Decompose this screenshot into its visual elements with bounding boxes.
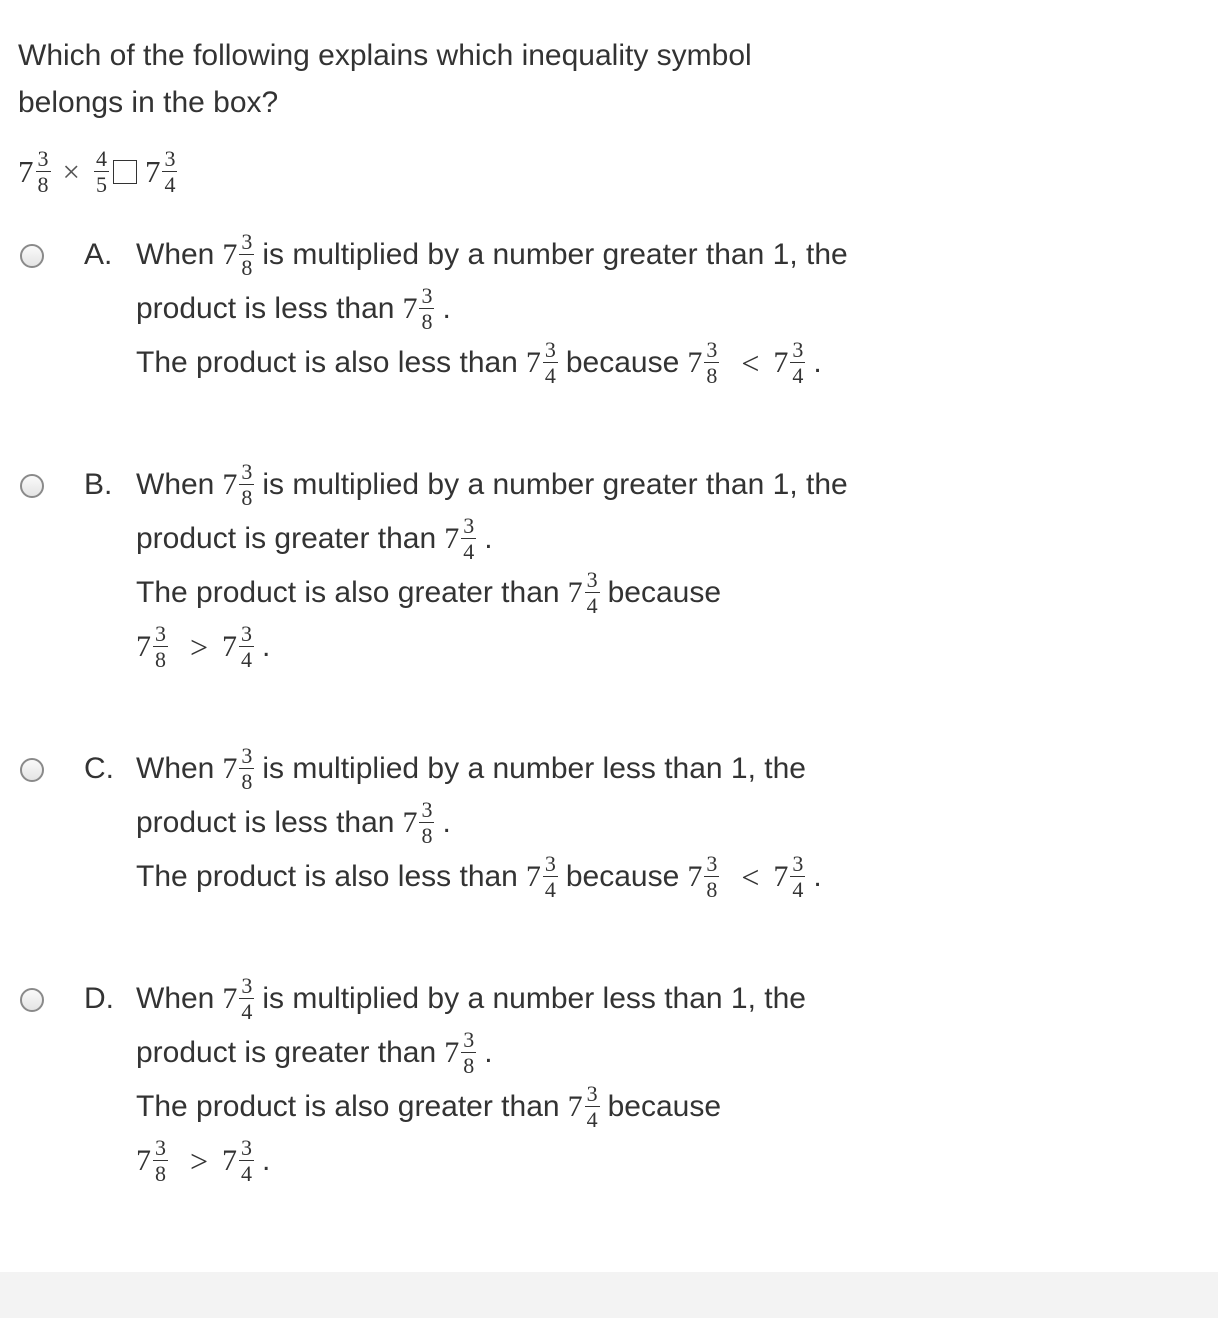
fraction bbox=[239, 623, 254, 671]
fraction bbox=[704, 853, 719, 901]
denominator: 8 bbox=[37, 172, 49, 197]
comparison-symbol: < bbox=[741, 858, 760, 895]
radio-button-a[interactable] bbox=[20, 244, 44, 268]
denominator: 4 bbox=[241, 999, 253, 1024]
numerator: 3 bbox=[155, 1135, 166, 1160]
whole-part: 7 bbox=[444, 522, 460, 555]
option-line-3 bbox=[136, 850, 822, 904]
period: . bbox=[813, 860, 822, 893]
numerator: 3 bbox=[586, 567, 598, 592]
option-text: product is greater than bbox=[136, 522, 437, 555]
option-text: When bbox=[136, 238, 215, 271]
period: . bbox=[262, 630, 271, 663]
option-letter: B. bbox=[84, 468, 113, 501]
numerator: 3 bbox=[241, 743, 253, 768]
numerator: 3 bbox=[544, 851, 556, 876]
period: . bbox=[813, 346, 822, 379]
fraction bbox=[239, 745, 254, 793]
option-line-1 bbox=[136, 458, 848, 512]
option-text: The product is also less than bbox=[136, 346, 518, 379]
whole-part: 7 bbox=[773, 860, 789, 893]
numerator: 3 bbox=[421, 797, 433, 822]
whole-part: 7 bbox=[222, 1144, 238, 1177]
option-text: The product is also less than bbox=[136, 860, 518, 893]
period: . bbox=[262, 1144, 271, 1177]
whole-part: 7 bbox=[222, 468, 238, 501]
option-text: product is less than bbox=[136, 806, 395, 839]
fraction bbox=[162, 148, 177, 196]
whole-part: 7 bbox=[567, 576, 583, 609]
numerator: 3 bbox=[792, 851, 804, 876]
option-line-2 bbox=[136, 512, 493, 566]
mixed-number bbox=[402, 285, 434, 333]
whole-part: 7 bbox=[402, 292, 418, 325]
whole-part: 7 bbox=[144, 154, 161, 189]
mixed-number bbox=[568, 1083, 600, 1131]
mixed-number bbox=[773, 853, 805, 901]
numerator: 3 bbox=[241, 229, 253, 254]
whole-part: 7 bbox=[687, 860, 703, 893]
mixed-number bbox=[444, 1029, 476, 1077]
mixed-number bbox=[526, 853, 558, 901]
option-text: The product is also greater than bbox=[136, 1090, 560, 1123]
fraction bbox=[239, 231, 254, 279]
mixed-number bbox=[402, 799, 434, 847]
numerator: 3 bbox=[463, 1027, 475, 1052]
denominator: 8 bbox=[155, 647, 166, 672]
mixed-number bbox=[136, 623, 168, 671]
mixed-number bbox=[222, 975, 254, 1023]
mixed-number bbox=[222, 461, 254, 509]
period: . bbox=[484, 522, 493, 555]
option-text: because bbox=[565, 860, 680, 893]
whole-part: 7 bbox=[222, 752, 238, 785]
mixed-number bbox=[136, 1137, 168, 1185]
option-text: is multiplied by a number less than 1, the bbox=[262, 752, 806, 785]
option-text: is multiplied by a number less than 1, the bbox=[262, 982, 806, 1015]
option-text: because bbox=[565, 346, 680, 379]
option-line-4 bbox=[136, 620, 270, 674]
option-text: The product is also greater than bbox=[136, 576, 560, 609]
denominator: 8 bbox=[421, 309, 433, 334]
option-line-2 bbox=[136, 282, 451, 336]
option-letter: C. bbox=[84, 752, 114, 785]
numerator: 3 bbox=[544, 337, 556, 362]
denominator: 8 bbox=[155, 1161, 166, 1186]
radio-button-c[interactable] bbox=[20, 758, 44, 782]
fraction bbox=[704, 339, 719, 387]
inequality-expression bbox=[18, 140, 177, 204]
numerator: 3 bbox=[706, 851, 718, 876]
fraction bbox=[239, 975, 254, 1023]
denominator: 4 bbox=[164, 172, 176, 197]
fraction bbox=[543, 853, 558, 901]
denominator: 8 bbox=[706, 877, 718, 902]
fraction bbox=[585, 1083, 600, 1131]
numerator: 3 bbox=[463, 513, 475, 538]
option-text: is multiplied by a number greater than 1, the bbox=[262, 238, 848, 271]
mixed-number bbox=[687, 853, 719, 901]
period: . bbox=[442, 292, 451, 325]
fraction bbox=[461, 1029, 476, 1077]
numerator: 3 bbox=[421, 283, 433, 308]
comparison-symbol: > bbox=[190, 1142, 209, 1179]
fraction bbox=[585, 569, 600, 617]
option-line-3 bbox=[136, 1080, 721, 1134]
fraction bbox=[543, 339, 558, 387]
fraction bbox=[153, 623, 168, 671]
question-text: Which of the following explains which inequality symbol belongs in the box? bbox=[18, 39, 752, 119]
fraction bbox=[419, 285, 434, 333]
denominator: 8 bbox=[241, 255, 253, 280]
option-line-2 bbox=[136, 1026, 493, 1080]
whole-part: 7 bbox=[687, 346, 703, 379]
denominator: 8 bbox=[241, 769, 253, 794]
mixed-number bbox=[568, 569, 600, 617]
numerator: 3 bbox=[241, 1135, 253, 1160]
whole-part: 7 bbox=[402, 806, 418, 839]
answer-box bbox=[113, 160, 137, 184]
numerator: 3 bbox=[155, 621, 166, 646]
footer-bar bbox=[0, 1272, 1218, 1318]
option-letter: D. bbox=[84, 982, 114, 1015]
denominator: 4 bbox=[792, 877, 804, 902]
option-text: When bbox=[136, 752, 215, 785]
option-line-1 bbox=[136, 742, 806, 796]
option-text: When bbox=[136, 982, 215, 1015]
whole-part: 7 bbox=[222, 238, 238, 271]
denominator: 4 bbox=[463, 539, 475, 564]
numerator: 3 bbox=[792, 337, 804, 362]
option-text: product is greater than bbox=[136, 1036, 437, 1069]
option-text: because bbox=[607, 576, 722, 609]
option-line-1 bbox=[136, 228, 848, 282]
whole-part: 7 bbox=[525, 860, 541, 893]
whole-part: 7 bbox=[444, 1036, 460, 1069]
whole-part: 7 bbox=[773, 346, 789, 379]
denominator: 5 bbox=[95, 172, 107, 197]
mixed-number bbox=[145, 148, 178, 196]
option-line-3 bbox=[136, 336, 822, 390]
whole-part: 7 bbox=[567, 1090, 583, 1123]
numerator: 3 bbox=[37, 146, 49, 171]
numerator: 3 bbox=[706, 337, 718, 362]
fraction bbox=[461, 515, 476, 563]
whole-part: 7 bbox=[136, 630, 151, 663]
period: . bbox=[484, 1036, 493, 1069]
denominator: 4 bbox=[544, 363, 556, 388]
option-text: product is less than bbox=[136, 292, 395, 325]
fraction bbox=[239, 461, 254, 509]
fraction bbox=[239, 1137, 254, 1185]
denominator: 4 bbox=[544, 877, 556, 902]
whole-part: 7 bbox=[222, 630, 238, 663]
denominator: 8 bbox=[241, 485, 253, 510]
numerator: 3 bbox=[164, 146, 176, 171]
period: . bbox=[442, 806, 451, 839]
denominator: 4 bbox=[586, 593, 598, 618]
mixed-number bbox=[526, 339, 558, 387]
denominator: 4 bbox=[792, 363, 804, 388]
denominator: 8 bbox=[421, 823, 433, 848]
option-line-3 bbox=[136, 566, 721, 620]
mixed-number bbox=[444, 515, 476, 563]
option-letter: A. bbox=[84, 238, 113, 271]
whole-part: 7 bbox=[525, 346, 541, 379]
mixed-number bbox=[18, 148, 51, 196]
comparison-symbol: > bbox=[190, 628, 209, 665]
option-text: is multiplied by a number greater than 1, the bbox=[262, 468, 848, 501]
times-symbol: × bbox=[62, 154, 80, 189]
whole-part: 7 bbox=[222, 982, 238, 1015]
comparison-symbol: < bbox=[741, 344, 760, 381]
numerator: 4 bbox=[95, 146, 107, 171]
denominator: 4 bbox=[241, 647, 253, 672]
mixed-number bbox=[222, 623, 254, 671]
option-line-1 bbox=[136, 972, 806, 1026]
numerator: 3 bbox=[241, 621, 253, 646]
mixed-number bbox=[222, 745, 254, 793]
mixed-number bbox=[222, 231, 254, 279]
radio-button-b[interactable] bbox=[20, 474, 44, 498]
fraction bbox=[790, 339, 805, 387]
mixed-number bbox=[687, 339, 719, 387]
option-line-2 bbox=[136, 796, 451, 850]
denominator: 4 bbox=[241, 1161, 253, 1186]
whole-part: 7 bbox=[136, 1144, 151, 1177]
fraction bbox=[36, 148, 51, 196]
option-text: When bbox=[136, 468, 215, 501]
numerator: 3 bbox=[586, 1081, 598, 1106]
fraction bbox=[790, 853, 805, 901]
radio-button-d[interactable] bbox=[20, 988, 44, 1012]
fraction bbox=[153, 1137, 168, 1185]
mixed-number bbox=[222, 1137, 254, 1185]
whole-part: 7 bbox=[18, 154, 34, 189]
option-text: because bbox=[607, 1090, 722, 1123]
option-line-4 bbox=[136, 1134, 270, 1188]
mixed-number bbox=[773, 339, 805, 387]
numerator: 3 bbox=[241, 973, 253, 998]
denominator: 4 bbox=[586, 1107, 598, 1132]
fraction bbox=[94, 148, 109, 196]
fraction bbox=[419, 799, 434, 847]
numerator: 3 bbox=[241, 459, 253, 484]
denominator: 8 bbox=[463, 1053, 475, 1078]
denominator: 8 bbox=[706, 363, 718, 388]
